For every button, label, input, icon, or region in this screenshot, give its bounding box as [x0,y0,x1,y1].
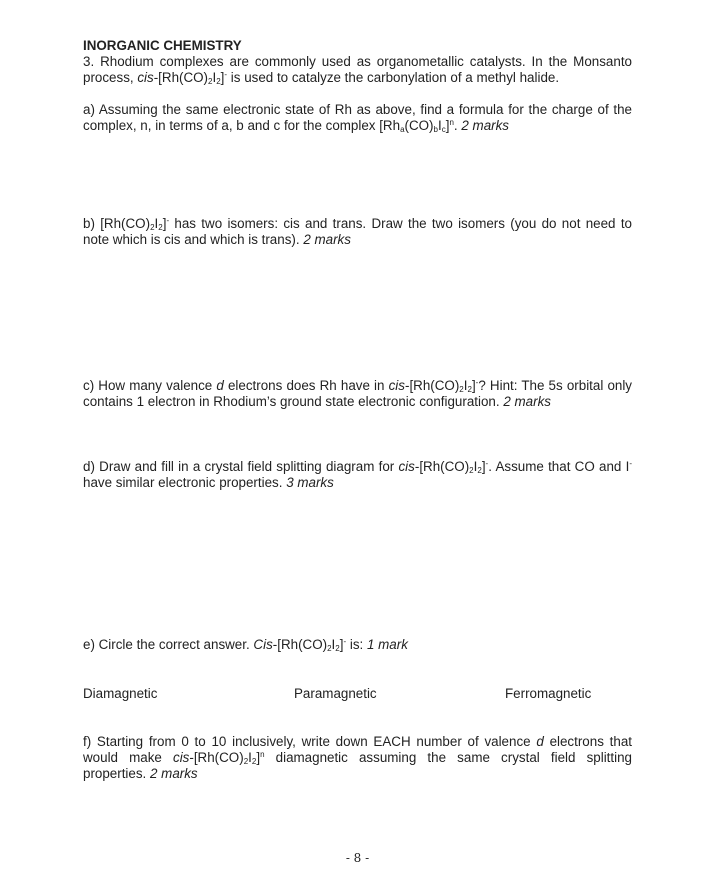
part-f-text: f) Starting from 0 to 10 inclusively, write down EACH number of valence d electrons that would make cis-$[Rh(CO)_2I_2]^n$ diamagnetic assuming the same crystal field splitting properties. 2 marks [83,734,632,781]
part-b-text: b) $[Rh(CO)_2I_2]^-$ has two isomers: cis and trans. Draw the two isomers (you do not need to note which is cis and which is trans). 2 marks [83,216,632,247]
part-f-marks: 2 marks [150,766,198,781]
question-3-intro [83,38,632,86]
part-d-marks: 3 marks [286,475,334,490]
part-e-text: e) Circle the correct answer. Cis-$[Rh(CO)_2I_2]^-$ is: 1 mark [83,637,408,653]
part-c [83,378,632,410]
part-e [83,637,632,653]
question-3-text: 3. Rhodium complexes are commonly used as organometallic catalysts. In the Monsanto process, cis-$[Rh(CO)_2I_2]^-$ is used to catalyze the carbonylation of a methyl halide. [83,54,632,86]
part-a [83,102,632,134]
part-d-text: d) Draw and fill in a crystal field splitting diagram for cis-$[Rh(CO)_2I_2]^-$. Assume that CO and I- have similar electronic properties. 3 marks [83,459,633,490]
part-c-marks: 2 marks [503,394,551,409]
part-c-text: c) How many valence d electrons does Rh have in cis-$[Rh(CO)_2I_2]^-$? Hint: The 5s orbital only contains 1 electron in Rhodium’s ground state electronic configuration. 2 marks [83,378,633,409]
part-a-marks: 2 marks [461,118,509,133]
option-paramagnetic[interactable]: Paramagnetic [294,686,377,701]
part-d [83,459,632,491]
option-ferromagnetic[interactable]: Ferromagnetic [505,686,592,701]
part-e-marks: 1 mark [366,637,408,652]
part-a-text: a) Assuming the same electronic state of Rh as above, find a formula for the charge of the complex, n, in terms of a, b and c for the complex $[Rh_a(CO)_bI_c]^n$. 2 marks [83,102,632,134]
page-number: - 8 - [345,851,370,865]
part-b-marks: 2 marks [303,232,351,247]
part-f [83,734,632,782]
page-heading: INORGANIC CHEMISTRY [83,38,242,53]
part-b [83,216,632,248]
option-diamagnetic[interactable]: Diamagnetic [83,686,158,701]
